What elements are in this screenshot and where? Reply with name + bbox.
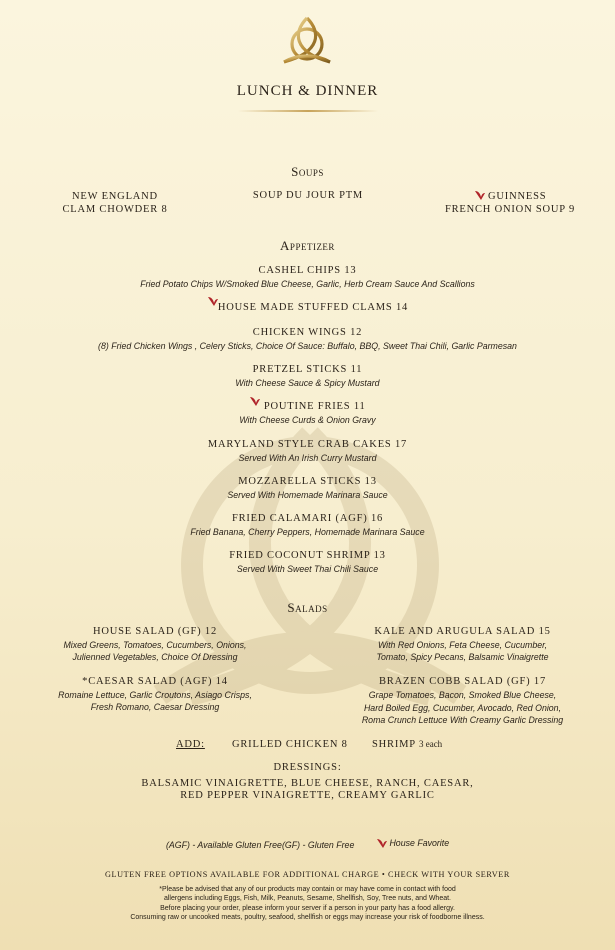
appetizer-item-name: FRIED CALAMARI (AGF) 16 (231, 513, 384, 524)
salad-desc-line: Grape Tomatoes, Bacon, Smoked Blue Cheese, (368, 690, 557, 700)
salad-desc (40, 689, 270, 713)
appetizer-item-desc: Fried Banana, Cherry Peppers, Homemade Marinara Sauce (190, 527, 425, 537)
house-favorite-icon (474, 190, 485, 200)
salad-caesar (40, 676, 270, 713)
appetizer-item-name (0, 302, 615, 313)
appetizer-item-desc: Fried Potato Chips W/Smoked Blue Cheese, Garlic, Herb Cream Sauce And Scallions (140, 279, 475, 289)
gluten-free-notice: GLUTEN FREE OPTIONS AVAILABLE FOR ADDITIONAL CHARGE • CHECK WITH YOUR SERVER (105, 870, 510, 879)
house-favorite-icon (376, 838, 387, 848)
salad-desc (40, 639, 270, 663)
soup-name-line1: NEW ENGLAND (72, 191, 158, 202)
salad-house (40, 626, 270, 663)
salad-desc-line: Romaine Lettuce, Garlic Croutons, Asiago Crisps, (58, 690, 252, 700)
salad-brazen-cobb (345, 676, 580, 727)
soup-name-line1: GUINNESS (488, 191, 547, 202)
add-shrimp-price: 3 each (418, 739, 443, 749)
appetizer-item-name: CASHEL CHIPS 13 (258, 265, 357, 276)
title-divider (238, 110, 378, 112)
soup-french-onion (430, 190, 590, 216)
soup-name-line2: CLAM CHOWDER 8 (62, 204, 168, 215)
appetizer-item-name: MOZZARELLA STICKS 13 (238, 476, 377, 487)
legend-favorite-label: House Favorite (389, 838, 450, 848)
allergen-notice (0, 885, 615, 923)
salad-desc-line: Tomato, Spicy Pecans, Balsamic Vinaigrette (376, 652, 549, 662)
add-shrimp (372, 739, 442, 750)
allergen-notice-line: Consuming raw or uncooked meats, poultry, seafood, shellfish or eggs may increase your risk of foodborne illness. (130, 914, 485, 922)
salad-desc (345, 689, 580, 727)
soup-clam-chowder (40, 190, 190, 216)
legend-gf: (GF) - Gluten Free (282, 840, 355, 850)
salad-desc (345, 639, 580, 663)
allergen-notice-line: allergens including Eggs, Fish, Milk, Peanuts, Sesame, Shellfish, Soy, Tree nuts, and Wheat. (163, 895, 451, 903)
appetizer-heading: Appetizer (280, 238, 335, 253)
dressings-line: RED PEPPER VINAIGRETTE, CREAMY GARLIC (180, 790, 435, 801)
soup-du-jour: SOUP DU JOUR PTM (252, 190, 364, 201)
salad-name: KALE AND ARUGULA SALAD 15 (374, 626, 551, 637)
appetizer-item-name: CHICKEN WINGS 12 (252, 327, 363, 338)
dressings-line: BALSAMIC VINAIGRETTE, BLUE CHEESE, RANCH, CAESAR, (141, 778, 474, 789)
salad-desc-line: Mixed Greens, Tomatoes, Cucumbers, Onions, (63, 640, 247, 650)
soup-name-line2: FRENCH ONION SOUP 9 (444, 204, 576, 215)
dressings-label: DRESSINGS: (273, 762, 342, 773)
house-favorite-icon (207, 296, 218, 306)
appetizer-item-desc: Served With An Irish Curry Mustard (238, 453, 377, 463)
soups-heading: Soups (291, 164, 324, 179)
allergen-notice-line: Before placing your order, please inform your server if a person in your party has a food allergy. (160, 904, 455, 912)
add-chicken: GRILLED CHICKEN 8 (232, 739, 348, 750)
appetizer-item-desc: With Cheese Curds & Onion Gravy (239, 415, 376, 425)
salad-desc-line: Hard Boiled Egg, Cucumber, Avocado, Red Onion, (363, 702, 562, 713)
appetizer-item-desc: With Cheese Sauce & Spicy Mustard (235, 378, 380, 388)
salad-name: *CAESAR SALAD (AGF) 14 (82, 676, 228, 687)
appetizer-item-label: HOUSE MADE STUFFED CLAMS 14 (217, 302, 409, 313)
appetizer-item-name: FRIED COCONUT SHRIMP 13 (229, 550, 386, 561)
appetizer-item-name (0, 401, 615, 412)
salad-desc-line: Fresh Romano, Caesar Dressing (90, 702, 220, 712)
salad-desc-line: With Red Onions, Feta Cheese, Cucumber, (377, 640, 548, 650)
allergen-notice-line: *Please be advised that any of our products may contain or may have come in contact with food (159, 886, 456, 893)
legend-agf: (AGF) - Available Gluten Free (166, 840, 282, 850)
appetizer-item-desc: Served With Sweet Thai Chili Sauce (236, 564, 379, 574)
appetizer-item-label: POUTINE FRIES 11 (263, 401, 366, 412)
legend-favorite (376, 838, 449, 848)
appetizer-item-name: MARYLAND STYLE CRAB CAKES 17 (207, 439, 408, 450)
salad-name: HOUSE SALAD (GF) 12 (93, 626, 217, 637)
salad-desc-line: Julienned Vegetables, Choice Of Dressing (72, 652, 238, 662)
salad-name: BRAZEN COBB SALAD (GF) 17 (378, 676, 546, 687)
add-label: ADD: (176, 739, 205, 750)
house-favorite-icon (249, 396, 260, 406)
appetizer-item-name: PRETZEL STICKS 11 (252, 364, 363, 375)
salads-heading: Salads (287, 600, 328, 615)
appetizer-item-desc: (8) Fried Chicken Wings , Celery Sticks, Choice Of Sauce: Buffalo, BBQ, Sweet Thai Chili, Garlic Parmesan (98, 341, 517, 351)
add-shrimp-label: SHRIMP (372, 739, 416, 750)
celtic-knot-logo (278, 14, 336, 68)
page-title: LUNCH & DINNER (236, 83, 379, 99)
salad-kale-arugula (345, 626, 580, 663)
salad-desc-line: Roma Crunch Lettuce With Creamy Garlic Dressing (361, 715, 564, 725)
appetizer-item-desc: Served With Homemade Marinara Sauce (227, 490, 388, 500)
